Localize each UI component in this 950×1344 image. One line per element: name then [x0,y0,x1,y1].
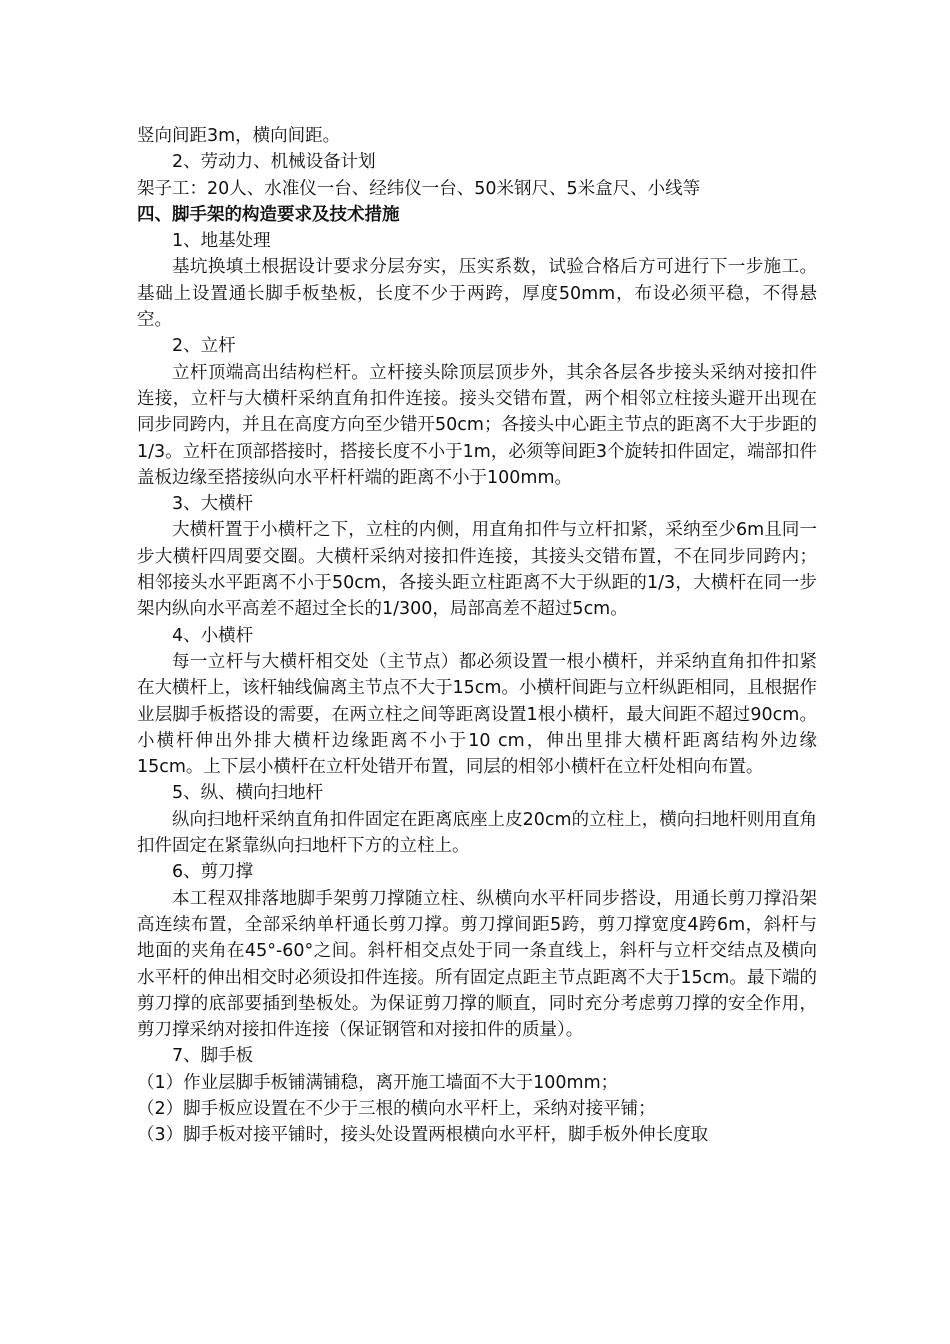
subheading-small-crossbar: 4、小横杆 [172,625,254,646]
paragraph-labor-list: 架子工：20人、水准仪一台、经纬仪一台、50米钢尺、5米盒尺、小线等 [137,178,701,199]
subheading-scaffold-board: 7、脚手板 [172,1046,254,1067]
subheading-upright-pole: 2、立杆 [172,336,236,357]
paragraph-small-crossbar: 每一立杆与大横杆相交处（主节点）都必须设置一根小横杆，并采纳直角扣件扣紧在大横杆上，该杆轴线偏离主节点不大于15cm。小横杆间距与立杆纵距相同，且根据作业层脚手板搭设的需要，在两立柱之间等距离设置1根小横杆，最大间距不超过90cm。小横杆伸出外排大横杆边缘距离不小于10 cm，伸出里排大横杆距离结构外边缘15cm。上下层小横杆在立杆处错开布置，同层的相邻小横杆在立杆处相向布置。 [137,651,817,778]
list-item-board-1: （1）作业层脚手板铺满铺稳，离开施工墙面不大于100mm； [137,1072,619,1093]
paragraph-large-crossbar: 大横杆置于小横杆之下，立柱的内侧，用直角扣件与立杆扣紧，采纳至少6m且同一步大横杆四周要交圈。大横杆采纳对接扣件连接，其接头交错布置，不在同步同跨内；相邻接头水平距离不小于50cm，各接头距立柱距离不大于纵距的1/3，大横杆在同一步架内纵向水平高差不超过全长的1/300，局部高差不超过5cm。 [137,520,817,620]
subheading-labor-equipment: 2、劳动力、机械设备计划 [172,152,376,173]
subheading-scissor-brace: 6、剪刀撑 [172,862,254,883]
subheading-sweeping-pole: 5、纵、横向扫地杆 [172,783,324,804]
list-item-board-2: （2）脚手板应设置在不少于三根的横向水平杆上，采纳对接平铺； [137,1098,656,1119]
paragraph-spacing: 竖向间距3m，横向间距。 [137,126,341,146]
document-page [137,123,817,1149]
paragraph-foundation: 基坑换填土根据设计要求分层夯实，压实系数，试验合格后方可进行下一步施工。基础上设置通长脚手板垫板，长度不少于两跨，厚度50mm，布设必须平稳，不得悬空。 [137,257,817,331]
paragraph-upright-pole: 立杆顶端高出结构栏杆。立杆接头除顶层顶步外，其余各层各步接头采纳对接扣件连接，立杆与大横杆采纳直角扣件连接。接头交错布置，两个相邻立柱接头避开出现在同步同跨内，并且在高度方向至少错开50cm；各接头中心距主节点的距离不大于步距的1/3。立杆在顶部搭接时，搭接长度不小于1m，必须等间距3个旋转扣件固定，端部扣件盖板边缘至搭接纵向水平杆杆端的距离不小于100mm。 [137,362,817,488]
paragraph-sweeping-pole: 纵向扫地杆采纳直角扣件固定在距离底座上皮20cm的立柱上，横向扫地杆则用直角扣件固定在紧靠纵向扫地杆下方的立柱上。 [137,809,817,857]
section-heading-scaffold-requirements: 四、脚手架的构造要求及技术措施 [137,204,400,225]
subheading-large-crossbar: 3、大横杆 [172,494,254,515]
subheading-foundation: 1、地基处理 [172,231,271,252]
list-item-board-3: （3）脚手板对接平铺时，接头处设置两根横向水平杆，脚手板外伸长度取 [137,1125,709,1146]
paragraph-scissor-brace: 本工程双排落地脚手架剪刀撑随立柱、纵横向水平杆同步搭设，用通长剪刀撑沿架高连续布置，全部采纳单杆通长剪刀撑。剪刀撑间距5跨，剪刀撑宽度4跨6m，斜杆与地面的夹角在45°-60°之间。斜杆相交点处于同一条直线上，斜杆与立杆交结点及横向水平杆的伸出相交时必须设扣件连接。所有固定点距主节点距离不大于15cm。最下端的剪刀撑的底部要插到垫板处。为保证剪刀撑的顺直，同时充分考虑剪刀撑的安全作用，剪刀撑采纳对接扣件连接（保证钢管和对接扣件的质量）。 [137,888,817,1041]
